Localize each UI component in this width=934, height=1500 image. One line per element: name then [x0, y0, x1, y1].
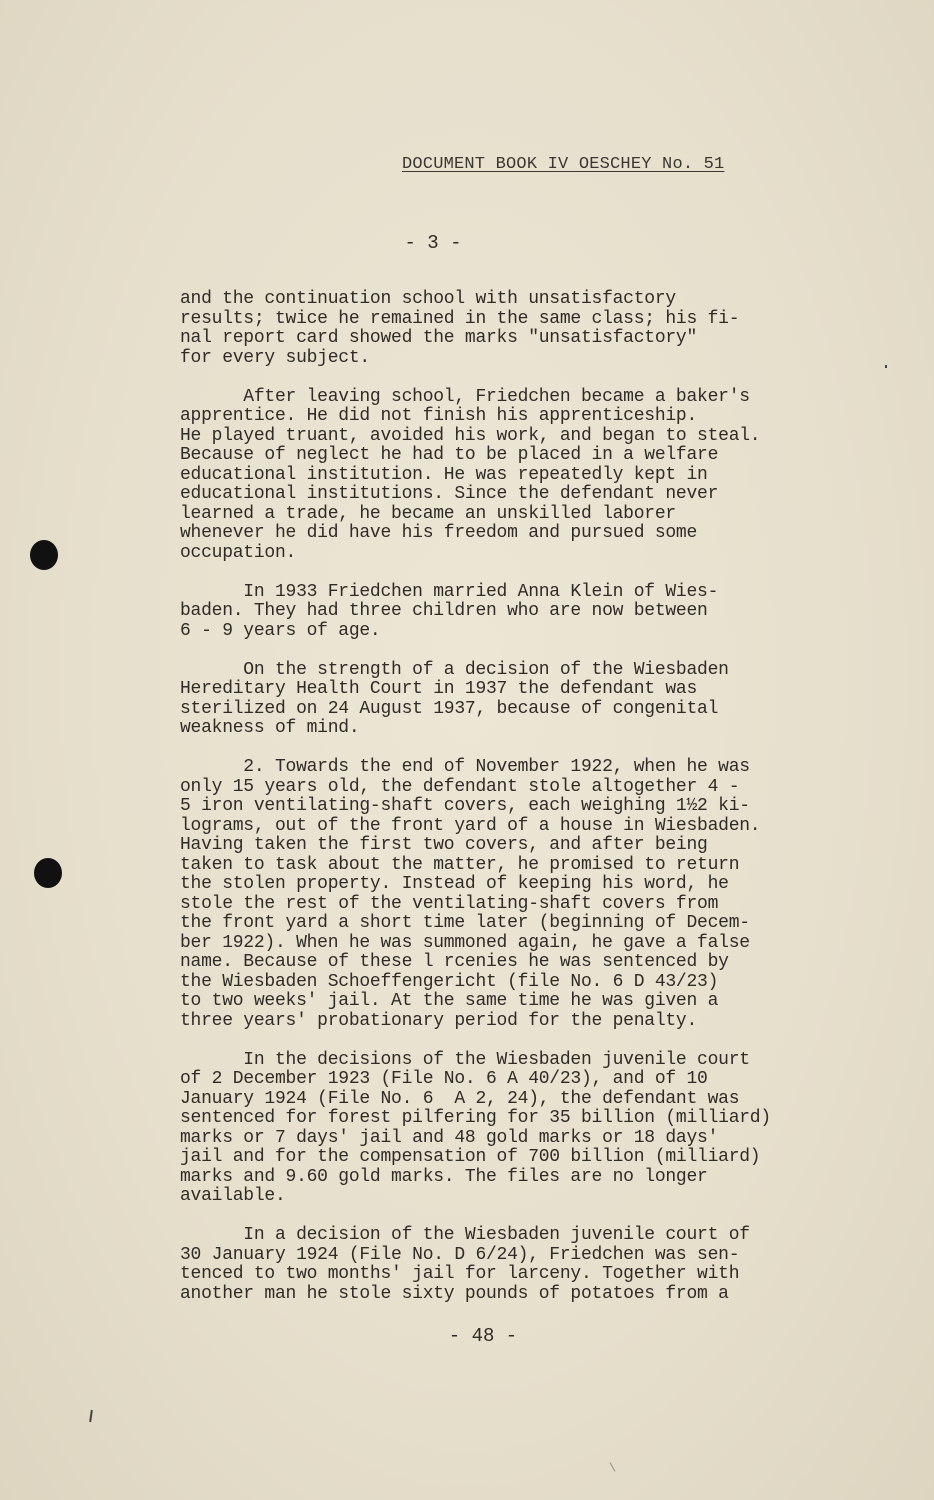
text-line: weakness of mind. — [180, 718, 360, 738]
paper-mark — [89, 1410, 93, 1422]
text-line: 5 iron ventilating-shaft covers, each weighing 1½2 ki- — [180, 796, 750, 816]
paper-mark — [885, 365, 887, 368]
text-line: three years' probationary period for the penalty. — [180, 1010, 698, 1031]
text-line: 30 January 1924 (File No. D 6/24), Friedchen was sen- — [180, 1244, 740, 1265]
text-line: nal report card showed the marks "unsatisfactory" — [180, 328, 698, 348]
text-line: On the strength of a decision of the Wiesbaden — [180, 659, 729, 680]
page-number-bottom: - 48 - — [448, 1325, 518, 1347]
paragraph — [180, 758, 860, 1031]
text-line: January 1924 (File No. 6 A 2, 24), the defendant was — [180, 1088, 740, 1109]
page-number-top: - 3 - — [404, 232, 462, 254]
text-line: Hereditary Health Court in 1937 the defendant was — [180, 679, 698, 699]
text-line: jail and for the compensation of 700 billion (milliard) — [180, 1147, 761, 1167]
text-line: learned a trade, he became an unskilled laborer — [180, 503, 676, 524]
text-line: lograms, out of the front yard of a house in Wiesbaden. — [180, 815, 761, 836]
text-line: Because of neglect he had to be placed in a welfare — [180, 445, 719, 465]
text-line: of 2 December 1923 (File No. 6 A 40/23), and of 10 — [180, 1069, 708, 1089]
text-line: for every subject. — [180, 347, 370, 368]
text-line: tenced to two months' jail for larceny. Together with — [180, 1264, 740, 1284]
text-line: educational institutions. Since the defendant never — [180, 484, 719, 504]
text-line: After leaving school, Friedchen became a baker's — [180, 386, 750, 407]
text-line: marks and 9.60 gold marks. The files are no longer — [180, 1166, 708, 1187]
text-line: another man he stole sixty pounds of potatoes from a — [180, 1283, 729, 1304]
paragraph — [180, 1051, 860, 1207]
paragraph — [180, 583, 860, 642]
text-line: apprentice. He did not finish his apprenticeship. — [180, 406, 698, 426]
text-line: Having taken the first two covers, and after being — [180, 835, 708, 855]
text-line: whenever he did have his freedom and pursued some — [180, 523, 698, 543]
document-book-reference: DOCUMENT BOOK IV OESCHEY No. 51 — [402, 155, 725, 174]
text-line: available. — [180, 1186, 286, 1206]
paragraph — [180, 661, 860, 739]
text-line: taken to task about the matter, he promised to return — [180, 854, 740, 875]
text-line: results; twice he remained in the same class; his fi- — [180, 308, 740, 329]
text-line: ber 1922). When he was summoned again, he gave a false — [180, 932, 750, 953]
text-line: the stolen property. Instead of keeping his word, he — [180, 874, 729, 894]
text-line: marks or 7 days' jail and 48 gold marks or 18 days' — [180, 1127, 719, 1148]
paragraph — [180, 1226, 860, 1304]
text-line: sterilized on 24 August 1937, because of congenital — [180, 698, 719, 719]
text-line: the front yard a short time later (beginning of Decem- — [180, 913, 750, 933]
text-line: and the continuation school with unsatisfactory — [180, 289, 676, 309]
body-text — [180, 290, 860, 1324]
paragraph — [180, 388, 860, 564]
punch-hole — [34, 858, 62, 888]
text-line: In the decisions of the Wiesbaden juvenile court — [180, 1049, 750, 1070]
text-line: sentenced for forest pilfering for 35 billion (milliard) — [180, 1108, 771, 1128]
text-line: In a decision of the Wiesbaden juvenile court of — [180, 1225, 750, 1245]
text-line: 6 - 9 years of age. — [180, 620, 381, 641]
text-line: 2. Towards the end of November 1922, when he was — [180, 757, 750, 777]
text-line: stole the rest of the ventilating-shaft covers from — [180, 893, 719, 914]
text-line: educational institution. He was repeatedly kept in — [180, 464, 708, 485]
text-line: In 1933 Friedchen married Anna Klein of Wies- — [180, 581, 719, 602]
text-line: occupation. — [180, 542, 297, 563]
text-line: name. Because of these l rcenies he was sentenced by — [180, 952, 729, 972]
text-line: to two weeks' jail. At the same time he was given a — [180, 991, 719, 1011]
text-line: only 15 years old, the defendant stole altogether 4 - — [180, 776, 740, 797]
text-line: He played truant, avoided his work, and began to steal. — [180, 425, 761, 446]
paragraph — [180, 290, 860, 368]
paper-mark — [610, 1462, 616, 1471]
text-line: baden. They had three children who are now between — [180, 601, 708, 621]
punch-hole — [30, 540, 58, 570]
text-line: the Wiesbaden Schoeffengericht (file No. 6 D 43/23) — [180, 971, 719, 992]
